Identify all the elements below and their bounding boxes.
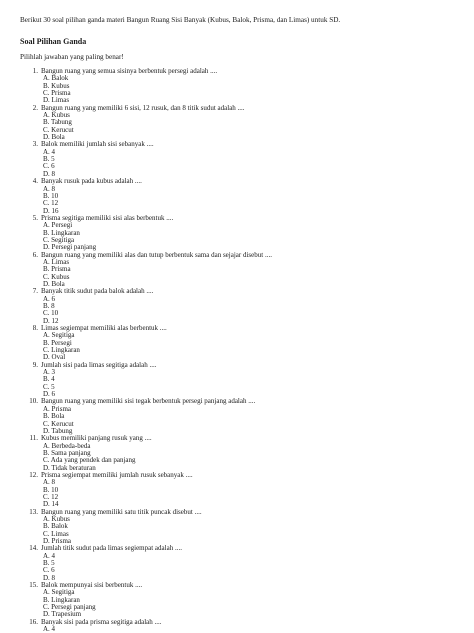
question-item [20, 252, 454, 289]
answer-option: B. Balok [43, 522, 68, 531]
answer-option: D. Limas [43, 96, 70, 105]
question-row [20, 619, 454, 626]
answer-option: A. Segitiga [43, 331, 75, 340]
answer-option: C. Kerucut [43, 125, 74, 134]
question-number: 1. [32, 67, 38, 75]
question-text: Bangun ruang yang memiliki alas dan tutup berbentuk sama dan sejajar disebut .... [41, 250, 272, 259]
answer-options [20, 443, 454, 472]
question-item [20, 68, 454, 105]
answer-option: A. 4 [43, 625, 56, 633]
question-item [20, 215, 454, 252]
answer-options [20, 259, 454, 288]
question-row [20, 472, 454, 479]
answer-option: C. Segitiga [43, 235, 75, 244]
question-number: 6. [32, 250, 38, 259]
question-text: Banyak rusuk pada kubus adalah .... [41, 177, 142, 186]
answer-option: A. Segitiga [43, 588, 75, 597]
question-text: Bangun ruang yang memiliki 6 sisi, 12 rusuk, dan 8 titik sudut adalah .... [41, 103, 245, 112]
answer-option: C. Kerucut [43, 419, 74, 428]
answer-options [20, 75, 454, 104]
question-item [20, 582, 454, 619]
answer-options [20, 186, 454, 215]
question-number: 10. [29, 397, 38, 406]
answer-option: A. 6 [43, 294, 56, 303]
question-number: 12. [29, 470, 38, 479]
question-number: 16. [29, 617, 38, 626]
answer-option: C. Limas [43, 529, 69, 538]
answer-option: D. Persegi panjang [43, 243, 97, 252]
answer-option: C. 5 [43, 382, 55, 391]
question-text: Bangun ruang yang memiliki sisi tegak berbentuk persegi panjang adalah .... [41, 397, 256, 406]
question-row [20, 582, 454, 589]
question-row [20, 509, 454, 516]
question-text: Limas segiempat memiliki alas berbentuk .... [41, 324, 167, 333]
question-row [20, 325, 454, 332]
answer-option: D. Prisma [43, 537, 71, 545]
answer-option: B. 8 [43, 302, 55, 310]
answer-option: D. Tabung [43, 426, 73, 435]
question-row [20, 215, 454, 222]
answer-option: B. Prisma [43, 265, 71, 274]
answer-options [20, 553, 454, 582]
question-row [20, 105, 454, 112]
answer-option: B. Kubus [43, 81, 70, 90]
instruction-text: Pilihlah jawaban yang paling benar! [20, 53, 124, 61]
question-item [20, 105, 454, 142]
answer-option: D. 14 [43, 500, 59, 509]
answer-option: B. 10 [43, 485, 59, 494]
answer-option: C. 6 [43, 566, 55, 575]
question-list [20, 68, 454, 633]
answer-options [20, 112, 454, 141]
answer-options [20, 369, 454, 398]
answer-option: A. Berbeda-beda [43, 441, 91, 450]
answer-option: B. 10 [43, 191, 59, 200]
question-row [20, 141, 454, 148]
question-item [20, 398, 454, 435]
answer-option: A. 8 [43, 478, 56, 487]
question-row [20, 178, 454, 185]
answer-option: A. 8 [43, 184, 56, 193]
answer-option: B. Persegi [43, 338, 72, 347]
answer-option: B. 4 [43, 375, 55, 384]
answer-option: C. Persegi panjang [43, 603, 96, 612]
question-item [20, 545, 454, 582]
question-item [20, 472, 454, 509]
answer-option: D. Tidak beraturan [43, 463, 96, 472]
answer-options [20, 406, 454, 435]
answer-option: A. Kubus [43, 111, 70, 120]
question-item [20, 325, 454, 362]
answer-option: C. 12 [43, 199, 59, 208]
answer-option: A. 4 [43, 147, 56, 156]
question-number: 9. [32, 360, 38, 369]
answer-option: D. 8 [43, 573, 56, 582]
question-row [20, 288, 454, 295]
answer-option: A. Limas [43, 257, 70, 266]
answer-options [20, 479, 454, 508]
answer-option: A. Balok [43, 74, 69, 83]
answer-option: D. 6 [43, 390, 56, 399]
answer-options [20, 296, 454, 325]
answer-options [20, 589, 454, 618]
question-text: Banyak titik sudut pada balok adalah .... [41, 287, 154, 296]
answer-option: A. 4 [43, 551, 56, 560]
question-text: Bangun ruang yang memiliki satu titik puncak disebut .... [41, 507, 202, 516]
answer-option: C. Ada yang pendek dan panjang [43, 456, 136, 465]
answer-options [20, 149, 454, 178]
answer-option: C. 10 [43, 309, 59, 318]
answer-option: A. Persegi [43, 221, 73, 230]
question-item [20, 509, 454, 546]
answer-option: B. 5 [43, 155, 55, 164]
answer-option: B. Sama panjang [43, 448, 91, 457]
answer-option: B. Bola [43, 412, 65, 421]
question-text: Balok mempunyai sisi berbentuk .... [41, 581, 143, 590]
question-number: 14. [29, 544, 38, 553]
question-number: 11. [29, 434, 38, 443]
answer-option: C. 6 [43, 162, 55, 171]
answer-option: D. 12 [43, 316, 59, 325]
question-text: Prisma segitiga memiliki sisi alas berbentuk .... [41, 213, 174, 222]
question-item [20, 435, 454, 472]
answer-option: D. Bola [43, 133, 65, 142]
answer-option: C. Lingkaran [43, 346, 80, 355]
question-text: Jumlah titik sudut pada limas segiempat adalah .... [41, 544, 182, 553]
answer-option: B. Lingkaran [43, 595, 80, 604]
intro-text: Berikut 30 soal pilihan ganda materi Bangun Ruang Sisi Banyak (Kubus, Balok, Prisma, dan Limas) untuk SD. [20, 16, 341, 24]
answer-option: B. Lingkaran [43, 228, 80, 237]
answer-option: A. 3 [43, 368, 56, 377]
answer-option: D. Bola [43, 279, 65, 288]
answer-options [20, 516, 454, 545]
answer-options [20, 332, 454, 361]
question-number: 8. [32, 324, 38, 333]
answer-option: D. Trapesium [43, 610, 82, 619]
question-row [20, 252, 454, 259]
question-row [20, 545, 454, 552]
answer-option: D. Oval [43, 353, 66, 362]
question-text: Jumlah sisi pada limas segitiga adalah .... [41, 360, 157, 369]
question-item [20, 178, 454, 215]
question-number: 2. [32, 103, 38, 112]
answer-option: B. Tabung [43, 118, 72, 127]
answer-option: D. 8 [43, 169, 56, 178]
question-number: 4. [32, 177, 38, 186]
question-row [20, 68, 454, 75]
question-item [20, 288, 454, 325]
question-number: 5. [32, 213, 38, 222]
question-item [20, 362, 454, 399]
question-text: Prisma segiempat memiliki jumlah rusuk sebanyak .... [41, 470, 193, 479]
answer-option: C. Prisma [43, 89, 71, 98]
question-number: 15. [29, 581, 38, 590]
question-text: Kubus memiliki panjang rusuk yang .... [41, 434, 152, 443]
question-number: 7. [32, 287, 38, 296]
question-text: Banyak sisi pada prisma segitiga adalah .... [41, 617, 162, 626]
answer-option: B. 5 [43, 559, 55, 568]
question-item [20, 141, 454, 178]
answer-option: C. Kubus [43, 272, 70, 281]
answer-option: A. Prisma [43, 404, 71, 413]
question-row [20, 362, 454, 369]
question-item [20, 619, 454, 633]
question-number: 3. [32, 140, 38, 149]
answer-option: A. Kubus [43, 514, 70, 523]
answer-option: D. 16 [43, 206, 59, 215]
answer-options [20, 222, 454, 251]
answer-option: C. 12 [43, 492, 59, 501]
section-title: Soal Pilihan Ganda [20, 37, 87, 46]
question-row [20, 398, 454, 405]
question-text: Bangun ruang yang semua sisinya berbentuk persegi adalah .... [41, 67, 218, 75]
question-text: Balok memiliki jumlah sisi sebanyak .... [41, 140, 154, 149]
question-number: 13. [29, 507, 38, 516]
